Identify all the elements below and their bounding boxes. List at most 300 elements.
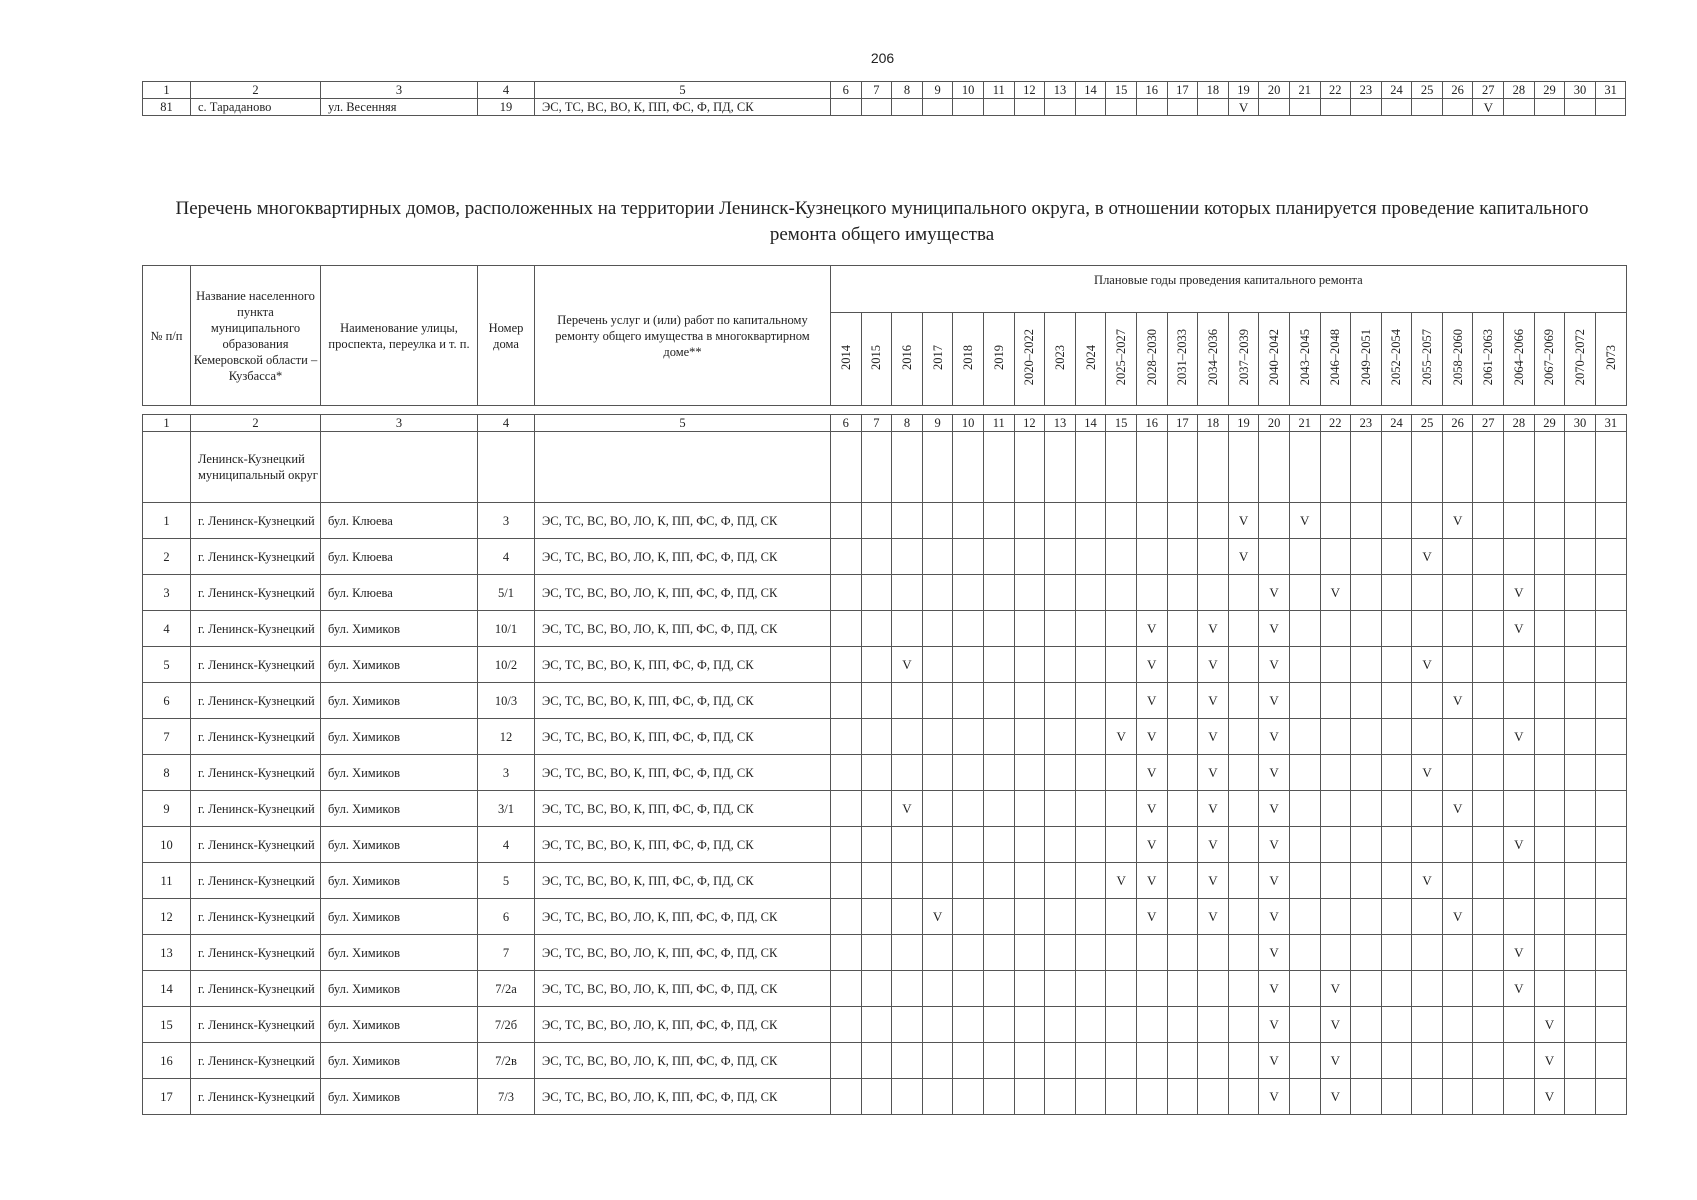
year-mark [1167, 863, 1198, 899]
row-number: 4 [143, 611, 191, 647]
year-mark [1045, 863, 1076, 899]
year-mark [861, 539, 892, 575]
year-mark [1351, 683, 1382, 719]
year-mark [1565, 611, 1596, 647]
settlement-cell: г. Ленинск-Кузнецкий [191, 971, 321, 1007]
row-number: 5 [143, 647, 191, 683]
year-mark: V [1534, 1079, 1565, 1115]
year-mark [953, 1007, 984, 1043]
year-mark [1045, 971, 1076, 1007]
year-mark: V [1320, 1043, 1351, 1079]
column-number: 22 [1320, 415, 1351, 432]
year-mark [1473, 971, 1504, 1007]
year-label: 2067–2069 [1542, 328, 1557, 386]
year-mark [1289, 863, 1320, 899]
year-mark [1381, 611, 1412, 647]
year-mark [1289, 575, 1320, 611]
year-mark [1320, 611, 1351, 647]
settlement-cell: г. Ленинск-Кузнецкий [191, 575, 321, 611]
street-cell: бул. Химиков [321, 899, 478, 935]
year-mark [1442, 827, 1473, 863]
column-number: 8 [892, 82, 923, 99]
year-mark [1320, 899, 1351, 935]
year-mark [1381, 539, 1412, 575]
column-number: 2 [191, 415, 321, 432]
year-mark: V [1228, 503, 1259, 539]
house-cell: 7/2б [478, 1007, 535, 1043]
year-mark [1167, 1043, 1198, 1079]
year-mark [1442, 539, 1473, 575]
year-mark [1045, 791, 1076, 827]
year-mark [1045, 755, 1076, 791]
column-number: 6 [831, 415, 862, 432]
year-mark [1412, 971, 1443, 1007]
row-number: 8 [143, 755, 191, 791]
settlement-cell: г. Ленинск-Кузнецкий [191, 647, 321, 683]
year-mark [1351, 503, 1382, 539]
year-mark [953, 755, 984, 791]
table-row [143, 1043, 1627, 1079]
year-mark: V [1198, 899, 1229, 935]
year-label: 2023 [1052, 344, 1067, 370]
year-mark: V [1442, 899, 1473, 935]
year-mark [1565, 827, 1596, 863]
year-mark [1289, 791, 1320, 827]
year-mark: V [1259, 647, 1290, 683]
year-mark [1136, 1007, 1167, 1043]
settlement-cell: г. Ленинск-Кузнецкий [191, 503, 321, 539]
table-row [143, 827, 1627, 863]
street-cell: бул. Химиков [321, 719, 478, 755]
year-mark [1259, 539, 1290, 575]
header-row [143, 266, 1627, 313]
settlement-cell: г. Ленинск-Кузнецкий [191, 827, 321, 863]
year-mark [1473, 863, 1504, 899]
year-mark: V [1136, 647, 1167, 683]
year-mark [953, 683, 984, 719]
year-mark [1381, 899, 1412, 935]
year-mark [892, 539, 923, 575]
year-mark [1381, 755, 1412, 791]
year-mark: V [1136, 863, 1167, 899]
year-mark [983, 432, 1014, 503]
year-header [1595, 313, 1626, 406]
year-mark [1045, 1079, 1076, 1115]
year-mark [1442, 1007, 1473, 1043]
year-mark [861, 1007, 892, 1043]
column-number: 31 [1595, 415, 1626, 432]
header-gap [143, 406, 1627, 415]
street-cell: бул. Клюева [321, 539, 478, 575]
year-mark [1136, 1079, 1167, 1115]
year-header [1565, 313, 1596, 406]
year-mark [1351, 719, 1382, 755]
year-mark [831, 432, 862, 503]
year-mark [1075, 575, 1106, 611]
year-mark [892, 503, 923, 539]
year-mark [1014, 1079, 1045, 1115]
year-mark [1381, 432, 1412, 503]
year-mark [1473, 1007, 1504, 1043]
column-number: 27 [1473, 415, 1504, 432]
year-mark [1442, 719, 1473, 755]
year-label: 2028–2030 [1144, 328, 1159, 386]
year-mark [1595, 755, 1626, 791]
header-settlement: Название населенного пункта муниципального образования Кемеровской области – Кузбасса* [191, 266, 321, 406]
year-mark: V [1320, 1079, 1351, 1115]
year-label: 2024 [1083, 344, 1098, 370]
year-mark [1167, 575, 1198, 611]
year-mark [1289, 827, 1320, 863]
house-cell: 19 [478, 99, 535, 116]
year-mark [1534, 935, 1565, 971]
year-mark [861, 575, 892, 611]
house-cell: 4 [478, 539, 535, 575]
column-number: 4 [478, 415, 535, 432]
year-mark: V [1198, 719, 1229, 755]
year-header [1381, 313, 1412, 406]
works-cell: ЭС, ТС, ВС, ВО, К, ПП, ФС, Ф, ПД, СК [535, 719, 831, 755]
column-number: 15 [1106, 82, 1137, 99]
year-mark [1534, 611, 1565, 647]
year-mark [1534, 971, 1565, 1007]
column-number: 25 [1412, 415, 1443, 432]
year-header [1167, 313, 1198, 406]
year-mark: V [1136, 755, 1167, 791]
year-mark [1595, 899, 1626, 935]
year-mark [861, 935, 892, 971]
year-mark [1351, 791, 1382, 827]
works-cell: ЭС, ТС, ВС, ВО, ЛО, К, ПП, ФС, Ф, ПД, СК [535, 899, 831, 935]
settlement-cell: г. Ленинск-Кузнецкий [191, 683, 321, 719]
year-mark [922, 539, 953, 575]
year-mark [922, 827, 953, 863]
table-row [143, 539, 1627, 575]
column-number: 30 [1565, 415, 1596, 432]
house-cell: 3/1 [478, 791, 535, 827]
year-mark: V [1259, 791, 1290, 827]
year-mark [1534, 719, 1565, 755]
year-mark [1381, 1079, 1412, 1115]
year-mark [1014, 935, 1045, 971]
works-cell: ЭС, ТС, ВС, ВО, К, ПП, ФС, Ф, ПД, СК [535, 791, 831, 827]
column-number: 9 [922, 82, 953, 99]
year-mark: V [1136, 791, 1167, 827]
year-mark [861, 611, 892, 647]
year-mark [1289, 899, 1320, 935]
table-row [143, 935, 1627, 971]
table-row [143, 899, 1627, 935]
house-cell: 7/2а [478, 971, 535, 1007]
year-label: 2055–2057 [1420, 328, 1435, 386]
year-mark [983, 503, 1014, 539]
year-header [922, 313, 953, 406]
year-mark [1412, 827, 1443, 863]
year-mark [831, 755, 862, 791]
works-cell: ЭС, ТС, ВС, ВО, К, ПП, ФС, Ф, ПД, СК [535, 755, 831, 791]
year-mark [1412, 1043, 1443, 1079]
year-mark [1106, 1043, 1137, 1079]
year-mark [1228, 1079, 1259, 1115]
year-mark [1351, 647, 1382, 683]
house-cell: 10/1 [478, 611, 535, 647]
year-mark [1595, 432, 1626, 503]
year-mark [1381, 1007, 1412, 1043]
year-mark: V [1136, 719, 1167, 755]
year-mark [983, 683, 1014, 719]
house-cell: 3 [478, 503, 535, 539]
year-mark [922, 683, 953, 719]
year-mark [861, 899, 892, 935]
year-mark [1228, 791, 1259, 827]
year-mark [1289, 647, 1320, 683]
year-mark [1075, 971, 1106, 1007]
page-number: 206 [870, 50, 895, 66]
column-number: 16 [1136, 415, 1167, 432]
year-header [1045, 313, 1076, 406]
year-mark: V [1259, 611, 1290, 647]
year-mark [1320, 647, 1351, 683]
column-number: 7 [861, 82, 892, 99]
year-mark [1320, 827, 1351, 863]
year-mark [1351, 539, 1382, 575]
year-mark [1595, 971, 1626, 1007]
year-mark [1136, 1043, 1167, 1079]
column-number: 3 [321, 415, 478, 432]
works-cell: ЭС, ТС, ВС, ВО, ЛО, К, ПП, ФС, Ф, ПД, СК [535, 575, 831, 611]
works-cell: ЭС, ТС, ВС, ВО, ЛО, К, ПП, ФС, Ф, ПД, СК [535, 539, 831, 575]
column-number: 26 [1442, 415, 1473, 432]
year-mark: V [1259, 575, 1290, 611]
year-mark [831, 1043, 862, 1079]
house-cell: 12 [478, 719, 535, 755]
row-number: 2 [143, 539, 191, 575]
year-mark [1381, 1043, 1412, 1079]
year-mark [1198, 99, 1229, 116]
year-mark [1198, 935, 1229, 971]
year-mark [1167, 611, 1198, 647]
year-mark [1534, 503, 1565, 539]
house-cell: 5 [478, 863, 535, 899]
year-mark: V [1412, 755, 1443, 791]
year-mark [861, 719, 892, 755]
year-mark: V [1442, 791, 1473, 827]
year-mark [1106, 503, 1137, 539]
year-header [1014, 313, 1045, 406]
settlement-cell: г. Ленинск-Кузнецкий [191, 899, 321, 935]
year-mark: V [1504, 719, 1535, 755]
year-mark [1045, 827, 1076, 863]
year-mark [1442, 1043, 1473, 1079]
year-mark [1504, 755, 1535, 791]
year-mark: V [1198, 863, 1229, 899]
year-mark [1595, 1079, 1626, 1115]
year-mark [1045, 432, 1076, 503]
year-mark: V [1504, 575, 1535, 611]
year-mark [1565, 899, 1596, 935]
year-mark [1595, 791, 1626, 827]
year-header [1289, 313, 1320, 406]
year-mark [1351, 827, 1382, 863]
header-works: Перечень услуг и (или) работ по капитальному ремонту общего имущества в многоквартирном доме** [535, 266, 831, 406]
year-label: 2073 [1603, 344, 1618, 370]
year-mark [1167, 827, 1198, 863]
year-mark [861, 1079, 892, 1115]
year-mark [1167, 683, 1198, 719]
year-mark [1167, 755, 1198, 791]
year-mark [1381, 827, 1412, 863]
settlement-cell: г. Ленинск-Кузнецкий [191, 719, 321, 755]
year-label: 2018 [961, 344, 976, 370]
year-mark: V [1259, 683, 1290, 719]
year-mark [953, 719, 984, 755]
year-mark [1565, 1007, 1596, 1043]
settlement-cell: г. Ленинск-Кузнецкий [191, 1079, 321, 1115]
year-label: 2031–2033 [1175, 328, 1190, 386]
works-cell: ЭС, ТС, ВС, ВО, ЛО, К, ПП, ФС, Ф, ПД, СК [535, 1007, 831, 1043]
year-label: 2070–2072 [1573, 328, 1588, 386]
year-mark [1534, 899, 1565, 935]
year-mark [1595, 719, 1626, 755]
column-number: 18 [1198, 415, 1229, 432]
year-mark [1289, 1043, 1320, 1079]
year-mark [1136, 503, 1167, 539]
year-mark [983, 719, 1014, 755]
year-mark [983, 827, 1014, 863]
year-mark [1473, 575, 1504, 611]
year-mark [1167, 899, 1198, 935]
year-mark [1442, 1079, 1473, 1115]
year-mark [922, 647, 953, 683]
year-mark: V [1442, 503, 1473, 539]
year-mark [922, 99, 953, 116]
house-cell: 10/2 [478, 647, 535, 683]
year-mark [1075, 863, 1106, 899]
year-mark [1228, 899, 1259, 935]
column-number: 16 [1136, 82, 1167, 99]
settlement-cell: г. Ленинск-Кузнецкий [191, 791, 321, 827]
year-mark [1320, 539, 1351, 575]
year-mark [1473, 827, 1504, 863]
year-mark: V [1473, 99, 1504, 116]
year-mark [1075, 755, 1106, 791]
table-row [143, 755, 1627, 791]
column-number: 7 [861, 415, 892, 432]
continuation-table [142, 81, 1626, 116]
year-mark [1351, 611, 1382, 647]
year-mark [1014, 575, 1045, 611]
year-mark [1351, 575, 1382, 611]
year-mark [1075, 827, 1106, 863]
year-mark [892, 683, 923, 719]
year-mark [1565, 539, 1596, 575]
year-mark: V [1106, 863, 1137, 899]
year-mark [1014, 1007, 1045, 1043]
column-number: 12 [1014, 415, 1045, 432]
year-mark: V [1136, 827, 1167, 863]
settlement-cell: г. Ленинск-Кузнецкий [191, 1007, 321, 1043]
year-mark [1442, 99, 1473, 116]
table-title: Перечень многоквартирных домов, расположенных на территории Ленинск-Кузнецкого муниципального округа, в отношении которых планируется проведение капитального ремонта общего имущества [175, 198, 1589, 245]
year-mark [1381, 575, 1412, 611]
year-mark [1381, 503, 1412, 539]
year-mark [953, 1079, 984, 1115]
year-mark [1198, 1043, 1229, 1079]
year-header [1442, 313, 1473, 406]
year-mark [922, 755, 953, 791]
works-cell: ЭС, ТС, ВС, ВО, ЛО, К, ПП, ФС, Ф, ПД, СК [535, 971, 831, 1007]
year-mark [1167, 1079, 1198, 1115]
year-mark: V [1259, 827, 1290, 863]
year-mark [1136, 575, 1167, 611]
column-number: 31 [1595, 82, 1626, 99]
year-mark [1136, 432, 1167, 503]
column-number: 26 [1442, 82, 1473, 99]
year-mark [953, 899, 984, 935]
year-mark [1167, 503, 1198, 539]
repair-plan-table [142, 265, 1627, 1115]
column-number: 21 [1289, 415, 1320, 432]
year-mark: V [1198, 611, 1229, 647]
year-mark [831, 791, 862, 827]
header-street: Наименование улицы, проспекта, переулка и т. п. [321, 266, 478, 406]
year-mark [1289, 99, 1320, 116]
year-mark [1412, 1007, 1443, 1043]
group-row [143, 432, 1627, 503]
year-mark [892, 575, 923, 611]
street-cell: бул. Клюева [321, 575, 478, 611]
year-mark [1167, 935, 1198, 971]
column-number: 19 [1228, 415, 1259, 432]
year-header [892, 313, 923, 406]
year-mark [861, 683, 892, 719]
year-mark [1198, 971, 1229, 1007]
year-mark [1595, 611, 1626, 647]
year-mark [1320, 755, 1351, 791]
year-mark [861, 863, 892, 899]
column-number: 25 [1412, 82, 1443, 99]
column-number: 28 [1504, 415, 1535, 432]
year-mark [922, 935, 953, 971]
year-mark [1565, 99, 1596, 116]
year-mark: V [1259, 971, 1290, 1007]
year-mark [1320, 432, 1351, 503]
year-header [1228, 313, 1259, 406]
year-mark: V [1106, 719, 1137, 755]
year-mark: V [1534, 1043, 1565, 1079]
year-mark [892, 99, 923, 116]
year-label: 2040–2042 [1267, 328, 1282, 386]
year-mark [1412, 683, 1443, 719]
year-mark [1504, 647, 1535, 683]
year-mark [1136, 935, 1167, 971]
year-mark [1504, 1079, 1535, 1115]
column-number: 3 [321, 82, 478, 99]
year-mark [1014, 791, 1045, 827]
year-label: 2017 [930, 344, 945, 370]
settlement-cell: г. Ленинск-Кузнецкий [191, 863, 321, 899]
row-number: 9 [143, 791, 191, 827]
year-mark: V [1259, 935, 1290, 971]
year-mark [1045, 935, 1076, 971]
year-mark [1045, 719, 1076, 755]
year-mark [1412, 791, 1443, 827]
year-mark [892, 827, 923, 863]
column-number: 29 [1534, 415, 1565, 432]
year-mark [1442, 575, 1473, 611]
column-number: 6 [831, 82, 862, 99]
year-mark [1259, 503, 1290, 539]
